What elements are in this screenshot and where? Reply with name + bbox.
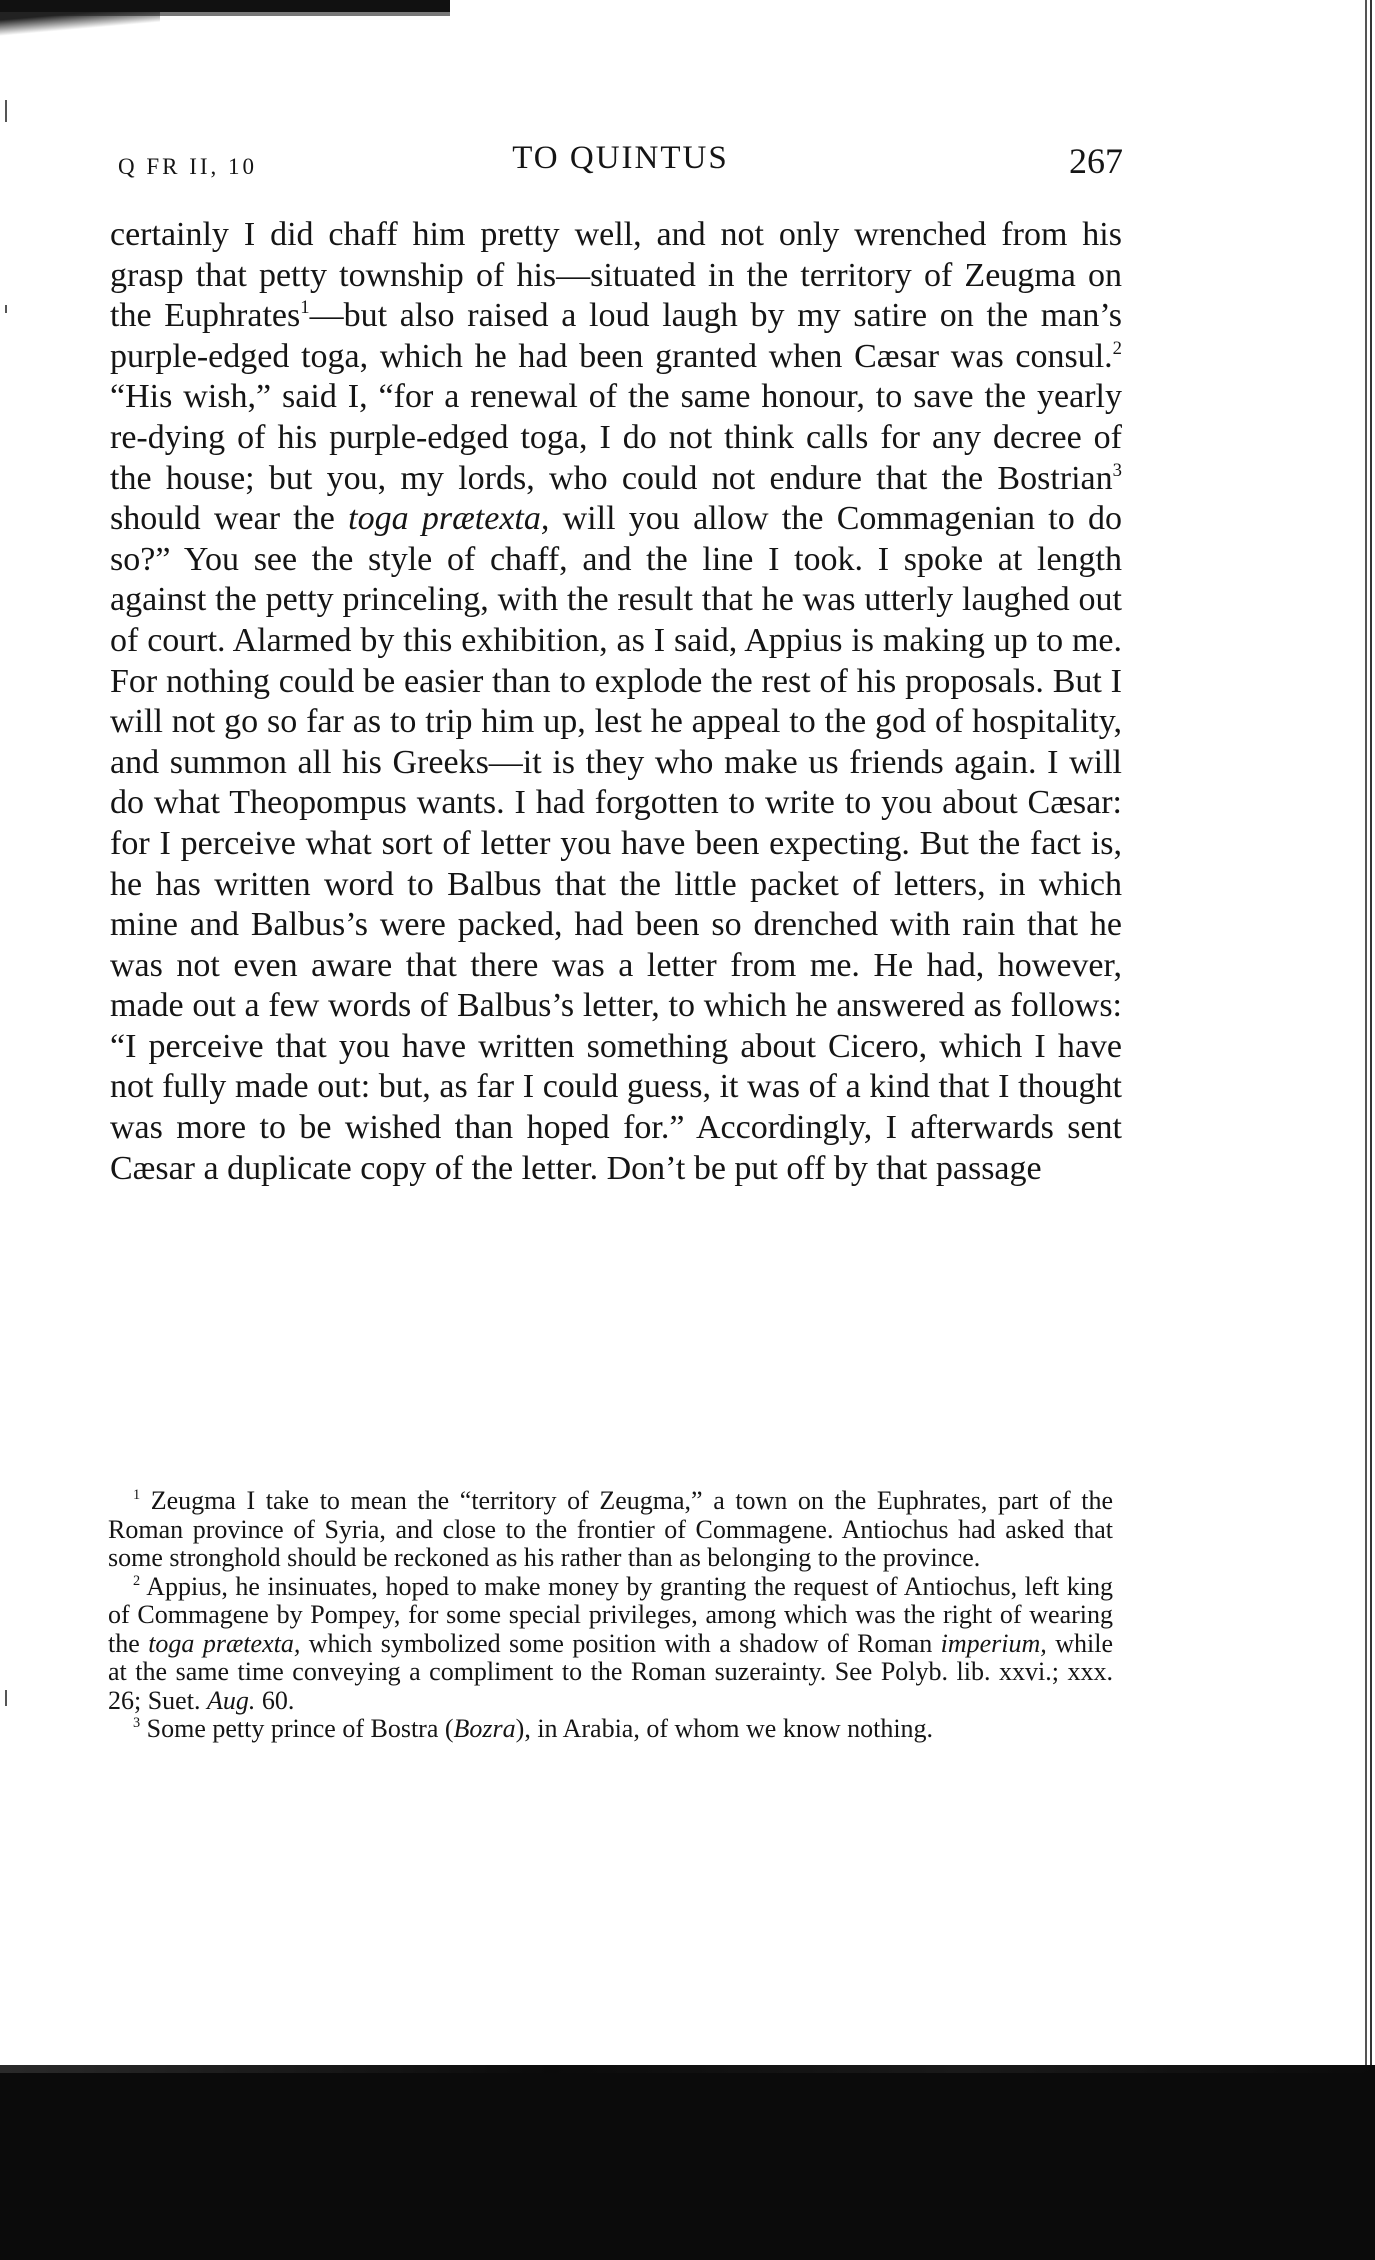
italic-term: toga prætexta, — [348, 500, 550, 538]
page-number: 267 — [1069, 141, 1123, 181]
footnote-2 — [108, 1573, 1113, 1716]
italic-term: toga prætexta, — [148, 1628, 301, 1658]
main-text — [110, 215, 1122, 1189]
footnote-text: Some petty prince of Bostra ( — [140, 1714, 454, 1743]
footnote-1 — [108, 1487, 1113, 1573]
scan-margin-mark — [5, 305, 7, 313]
footnote-text: while at the same time conveying a compliment to the Roman suzerainty. See Polyb. lib. xxvi.; xxx. 26; Suet. — [108, 1628, 1114, 1715]
italic-term: imperium, — [940, 1628, 1047, 1658]
footnote-text: which symbolized some position with a shadow of Roman — [300, 1628, 941, 1658]
footnote-text: Appius, he insinuates, hoped to make money by granting the request of Antiochus, left king of Commagene by Pompey, for some special privileges, among which was the right of wearing the — [108, 1571, 1113, 1658]
footnote-number: 1 — [133, 1487, 141, 1503]
footnote-ref-2: 2 — [1112, 337, 1122, 359]
text-segment: certainly I did chaff him pretty well, and not only wrenched from his grasp that petty township of his—situated in the territory of Zeugma on the Euphrates — [110, 216, 1122, 335]
scan-margin-mark — [5, 1690, 7, 1706]
footnotes — [108, 1487, 1113, 1744]
scan-edge-right — [1353, 0, 1375, 2080]
text-segment: should wear the — [110, 500, 349, 538]
footnote-number: 2 — [133, 1572, 141, 1589]
footnote-text: 60. — [255, 1685, 295, 1715]
scan-edge-bottom — [0, 2065, 1375, 2260]
scan-margin-mark — [5, 100, 7, 122]
running-title: TO QUINTUS — [512, 140, 729, 176]
section-reference: Q FR II, 10 — [118, 154, 258, 179]
running-header — [118, 140, 1123, 190]
text-segment: “His wish,” said I, “for a renewal of the same honour, to save the yearly re-dying of his purple-edged toga, I do not think calls for any decree of the house; but you, my lords, who could not endure that the Bostrian — [110, 378, 1122, 497]
footnote-3 — [108, 1715, 1113, 1744]
footnote-number: 3 — [133, 1715, 141, 1731]
text-segment: will you allow the Commagenian to do so?” You see the style of chaff, and the line I took. I spoke at length against the petty princeling, with the result that he was utterly laughed out of court. Alarmed by this exhibition, as I said, Appius is making up to me. For nothing could be easier than to explode the rest of his proposals. But I will not go so far as to trip him up, lest he appeal to the god of hospitality, and summon all his Greeks—it is they who make us friends again. I will do what Theopompus wants. I had forgotten to write to you about Cæsar: for I perceive what sort of letter you have been expecting. But the fact is, he has written word to Balbus that the little packet of letters, in which mine and Balbus’s were packed, had been so drenched with rain that he was not even aware that there was a letter from me. He had, however, made out a few words of Balbus’s letter, to which he answered as follows: “I perceive that you have written something about Cicero, which I have not fully made out: but, as far I could guess, it was of a kind that I thought was more to be wished than hoped for.” Accordingly, I afterwards sent Cæsar a duplicate copy of the letter. Don’t be put off by that passage — [110, 500, 1123, 1187]
footnote-ref-3: 3 — [1112, 459, 1122, 481]
italic-term: Aug. — [206, 1685, 256, 1715]
text-segment: —but also raised a loud laugh by my satire on the man’s purple-edged toga, which he had been granted when Cæsar was consul. — [110, 297, 1122, 375]
footnote-text: Zeugma I take to mean the “territory of Zeugma,” a town on the Euphrates, part of the Roman province of Syria, and close to the frontier of Commagene. Antiochus had asked that some stronghold should be reckoned as his rather than as belonging to the province. — [108, 1486, 1113, 1572]
footnote-ref-1: 1 — [300, 297, 310, 319]
scan-edge-top — [0, 0, 450, 38]
italic-term: Bozra — [453, 1714, 516, 1743]
footnote-text: ), in Arabia, of whom we know nothing. — [515, 1714, 934, 1743]
